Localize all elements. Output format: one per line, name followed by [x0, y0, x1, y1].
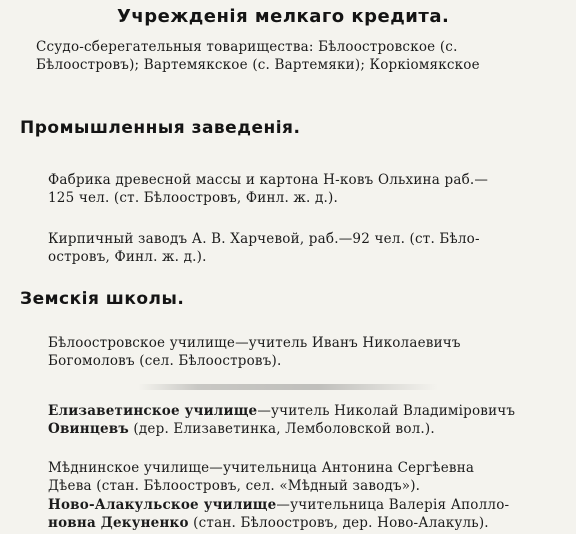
school-entry-2-line-1-rest: —учитель Николай Владиміровичъ [257, 403, 516, 419]
school-entry-4-line-1 [48, 496, 509, 514]
school-entry-4-surname: новна Декуненко [48, 515, 189, 531]
industry-entry-2-line-1: Кирпичный заводъ А. В. Харчевой, раб.—92 чел. (ст. Бѣло- [48, 231, 480, 247]
heading-zemstvo-schools: Земскія школы. [20, 289, 185, 309]
school-entry-3-line-1: Мѣднинское училище—учительница Антонина Сергѣевна [48, 460, 475, 476]
industry-entry-1-line-1: Фабрика древесной массы и картона Н-ковъ Ольхина раб.— [48, 172, 489, 188]
credit-line-2: Бѣлоостровъ); Вартемякское (с. Вартемяки); Коркіомякское [36, 57, 480, 73]
school-entry-2-line-2-rest: (дер. Елизаветинка, Лемболовской вол.). [128, 421, 435, 437]
school-entry-4-name: Ново-Алакульское училище [48, 497, 277, 513]
school-entry-4-line-2-rest: (стан. Бѣлоостровъ, дер. Ново-Алакуль). [188, 515, 489, 531]
print-bleed-through [138, 384, 438, 390]
school-entry-2-line-1 [48, 402, 515, 420]
school-entry-2-surname: Овинцевъ [48, 421, 129, 437]
school-entry-1-line-2: Богомоловъ (сел. Бѣлоостровъ). [48, 353, 282, 369]
school-entry-3-line-2: Дѣева (стан. Бѣлоостровъ, сел. «Мѣдный заводъ»). [48, 478, 421, 494]
school-entry-2-line-2 [48, 420, 435, 438]
heading-industrial-establishments: Промышленныя заведенія. [20, 118, 301, 138]
school-entry-1-line-1: Бѣлоостровское училище—учитель Иванъ Николаевичъ [48, 335, 461, 351]
credit-line-1: Ссудо-сберегательныя товарищества: Бѣлоостровское (с. [36, 39, 458, 55]
school-entry-4-line-1-rest: —учительница Валерія Аполло- [276, 497, 510, 513]
school-entry-2-name: Елизаветинское училище [48, 403, 258, 419]
industry-entry-1-line-2: 125 чел. (ст. Бѣлоостровъ, Финл. ж. д.). [48, 190, 338, 206]
heading-credit-institutions: Учрежденія мелкаго кредита. [117, 6, 450, 27]
industry-entry-2-line-2: островъ, Финл. ж. д.). [48, 249, 207, 265]
school-entry-4-line-2 [48, 514, 489, 532]
